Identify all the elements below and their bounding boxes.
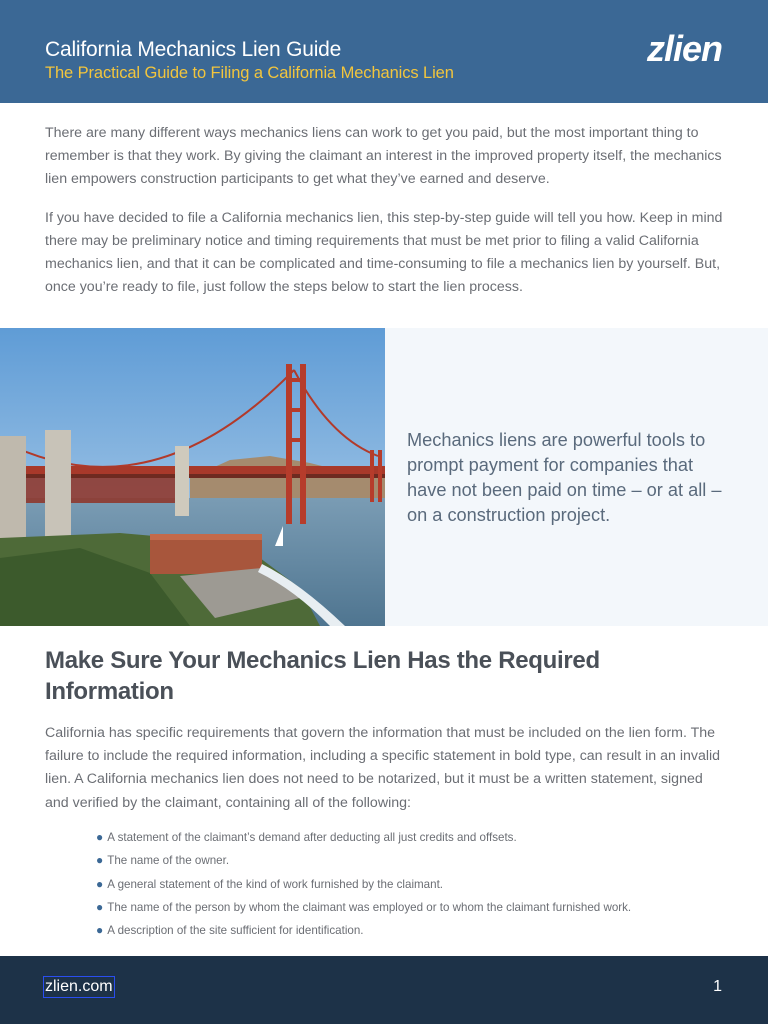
list-item: ● A description of the site sufficient for identification. xyxy=(96,923,364,938)
list-item: ● A statement of the claimant’s demand after deducting all just credits and offsets. xyxy=(96,830,517,844)
bullet-icon: ● xyxy=(96,876,104,891)
zlien-logo: zlien xyxy=(646,28,722,69)
list-item: ● The name of the person by whom the claimant was employed or to whom the claimant furnished work. xyxy=(96,899,632,914)
list-item: ● A general statement of the kind of work furnished by the claimant. xyxy=(96,876,444,891)
guide-title: California Mechanics Lien Guide xyxy=(45,38,342,61)
intro-paragraph-1: There are many different ways mechanics liens can work to get you paid, but the most important thing to remember is that they work. By giving the claimant an interest in the improved property itself, the mechanics lien empowers construction participants to get what they’ve earned and deserve. xyxy=(45,125,722,188)
requirements-list xyxy=(96,826,631,942)
page-number: 1 xyxy=(713,978,722,995)
section-heading: Make Sure Your Mechanics Lien Has the Required Information xyxy=(45,647,600,705)
bridge-illustration xyxy=(0,328,385,626)
bullet-icon: ● xyxy=(96,899,104,914)
section-body-text: California has specific requirements that govern the information that must be included on the lien form. The failure to include the required information, including a specific statement in bold type, can result in an invalid lien. A California mechanics lien does not need to be notarized, but it must be a written statement, signed and verified by the claimant, containing all of the following: xyxy=(45,725,721,811)
bullet-icon: ● xyxy=(96,830,104,844)
list-item: ● The name of the owner. xyxy=(96,853,230,868)
feature-band xyxy=(0,328,768,626)
site-link[interactable]: zlien.com xyxy=(45,978,113,995)
intro-paragraph-2: If you have decided to file a California mechanics lien, this step-by-step guide will tell you how. Keep in mind there may be preliminary notice and timing requirements that must be met prior to filing a valid California mechanics lien, and that it can be complicated and time-consuming to file a mechanics lien by yourself. But, once you’re ready to file, just follow the steps below to start the lien process. xyxy=(45,209,723,296)
bullet-icon: ● xyxy=(96,923,104,938)
page-footer xyxy=(0,956,768,1024)
bullet-icon: ● xyxy=(96,853,104,868)
page-header xyxy=(0,0,768,103)
golden-gate-bridge-photo xyxy=(0,328,385,626)
pull-quote: Mechanics liens are powerful tools to prompt payment for companies that have not been paid on time – or at all – on a construction project. xyxy=(407,430,722,525)
guide-subtitle: The Practical Guide to Filing a California Mechanics Lien xyxy=(45,64,454,82)
intro-section xyxy=(45,122,725,314)
